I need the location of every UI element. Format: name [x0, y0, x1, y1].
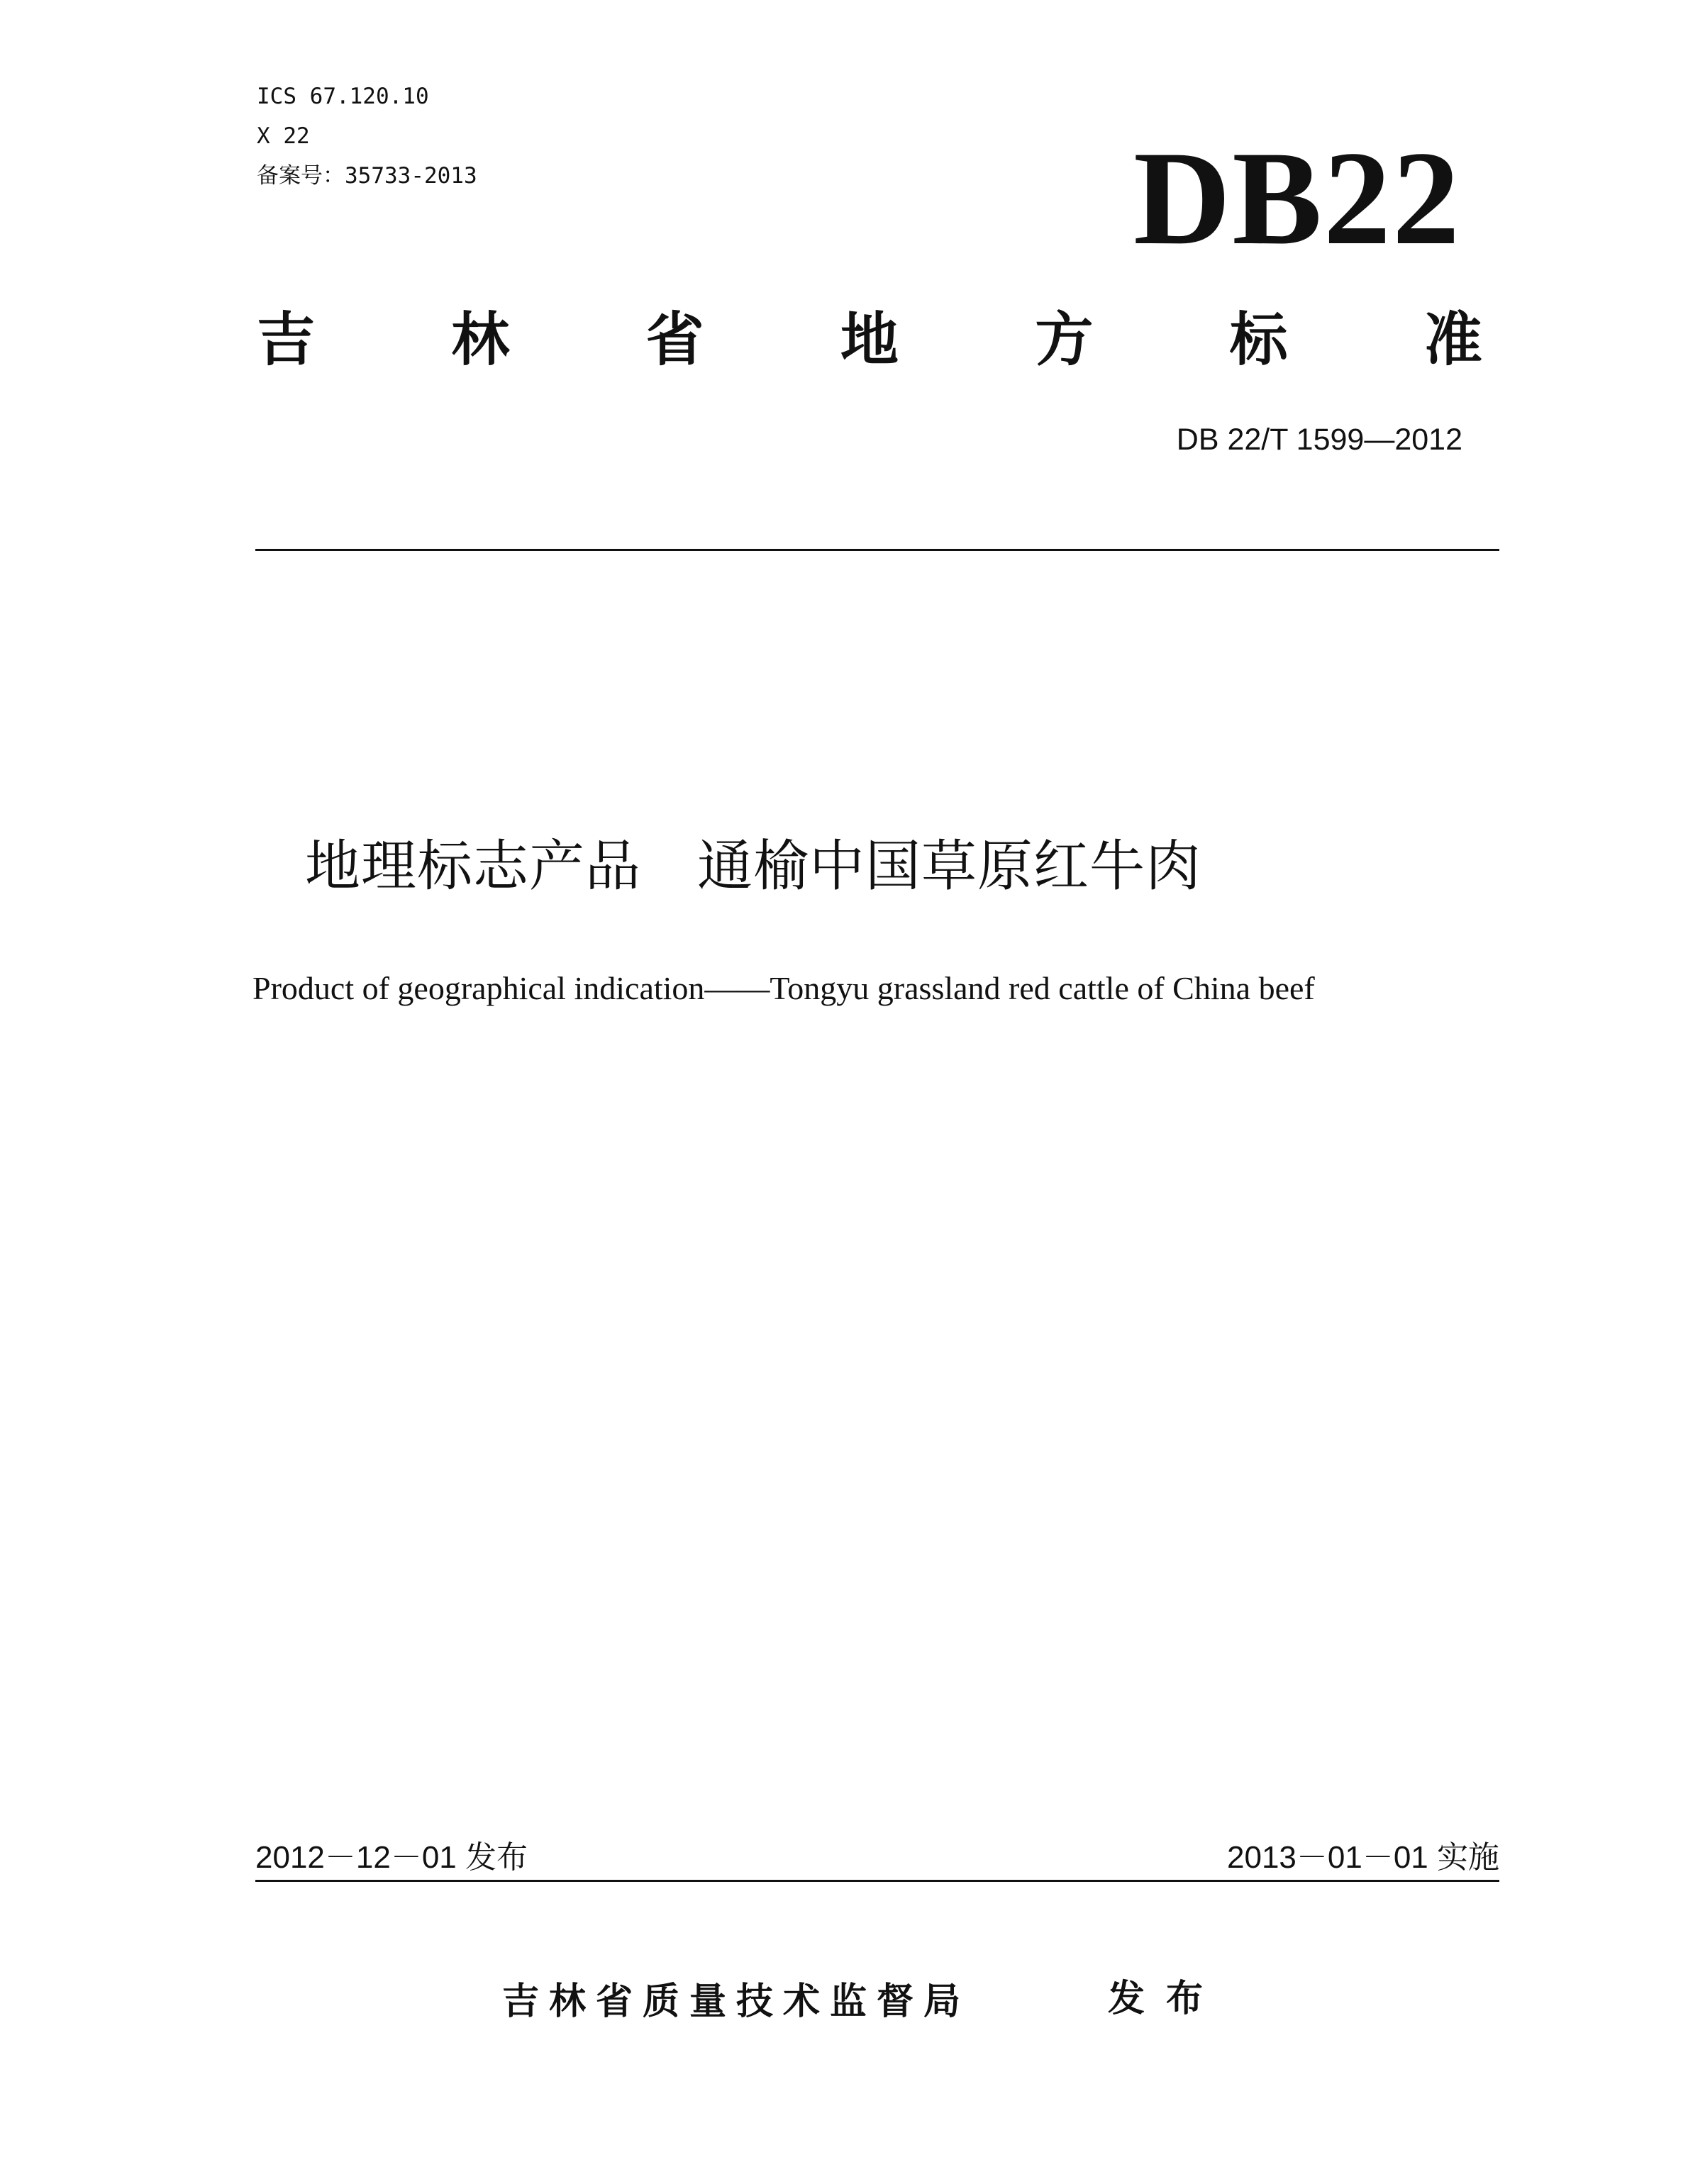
classification-code: X 22 [257, 123, 310, 149]
standard-type-char: 吉 [257, 306, 316, 374]
standard-number: DB 22/T 1599—2012 [1176, 423, 1462, 457]
header-divider [255, 549, 1499, 551]
standard-type-heading [257, 305, 1482, 376]
issue-date: 2012－12－01 发布 [255, 1840, 528, 1875]
standard-type-char: 地 [840, 306, 899, 374]
publish-label: 发布 [1108, 1978, 1225, 2020]
standard-type-char: 准 [1423, 306, 1482, 374]
footer-divider [255, 1880, 1499, 1882]
document-title-english: Product of geographical indication——Tongyu grassland red cattle of China beef [252, 970, 1315, 1006]
standard-type-char: 林 [451, 306, 510, 374]
standard-type-char: 方 [1035, 306, 1094, 374]
standard-type-char: 省 [645, 306, 704, 374]
ics-code: ICS 67.120.10 [257, 84, 429, 109]
publisher-name: 吉林省质量技术监督局 [502, 1980, 971, 2023]
implementation-date: 2013－01－01 实施 [1227, 1840, 1499, 1875]
standard-type-char: 标 [1229, 306, 1288, 374]
document-title-chinese: 地理标志产品 通榆中国草原红牛肉 [305, 835, 1202, 898]
standard-logo: DB22 [1133, 124, 1461, 273]
filing-number: 备案号：35733-2013 [257, 163, 477, 189]
